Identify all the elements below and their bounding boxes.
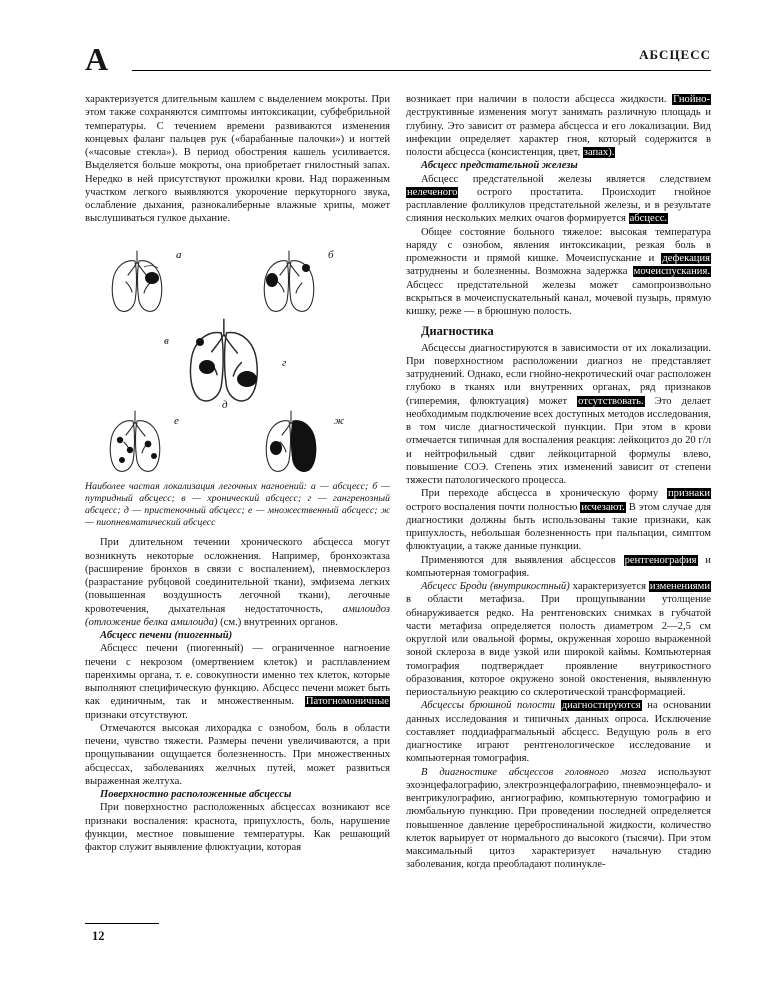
text-run: Абсцесс предстательной железы является следствием xyxy=(421,173,711,185)
page-number: 12 xyxy=(92,929,105,943)
highlighted-text: нелеченого xyxy=(407,186,458,198)
text-run: Абсцесс предстательной железы xyxy=(421,160,578,172)
heading xyxy=(85,629,390,642)
text-run: на основании данных исследования и типичных данных опроса. Исключение составляет поддиафрагмальный абсцесс. Ведущую роль в его диагностике играют рентгенологическое исследование и компьютерная томография. xyxy=(406,700,711,765)
text-run: используют эхоэнцефалографию, электроэнцефалографию, пневмоэнцефало- и вентрикулографию, ангиографию, компьютерную томографию и люмбальную пункцию. При проведении последней определяется повышенное давление цереброспинальной жидкости, количество клеток варьирует от нормального до высокого (тысячи). При этом максимальный цитоз характеризует начальную стадию заболевания, когда преобладают полинукле- xyxy=(406,766,711,871)
heading xyxy=(406,159,711,172)
lung-diagrams-illustration xyxy=(90,234,386,476)
paragraph xyxy=(406,93,711,159)
figure-label-b: б xyxy=(327,248,334,261)
figure-label-e: е xyxy=(173,414,179,427)
paragraph xyxy=(85,536,390,629)
figure-label-zh: ж xyxy=(333,414,344,427)
paragraph xyxy=(85,722,390,788)
text-columns xyxy=(85,93,711,872)
left-column xyxy=(85,93,390,872)
text-run: Это делает необходимым подключение всех доступных методов исследования, в том числе диагностической пункции. При этом в крови отмечается типичная для воспаления реакция: лейкоцитоз до 20 г/л и нейтрофильный сдвиг лейкоцитарной формулы влево, повышение СОЭ. Степень этих изменений зависит от степени тяжести патологического процесса. xyxy=(406,395,711,486)
text-run: При длительном течении хронического абсцесса могут возникнуть некоторые осложнения. Например, бронхоэктаза (расширение бронхов в связи с воспалением), пневмосклероз (разрастание рубцовой соединительной ткани), эмфизема легких (повышенная воздушность легочной ткани), легочные кровотечения, дыхательная недостаточность, xyxy=(85,537,390,615)
text-run: амилоидоз (отложение белка амилоида) xyxy=(85,603,390,628)
text-run: Диагностика xyxy=(421,324,494,339)
text-run: характеризуется длительным кашлем с выделением мокроты. При этом также сохраняются симптомы интоксикации, субфебрильной температуры. С течением времени развиваются изменения концевых фаланг пальцев рук («барабанные палочки») и ногтей («часовые стекла»). В период обострения кашель усиливается. Выделяется больше мокроты, она приобретает гнилостный запах. Нередко в ней присутствуют прожилки крови. Над пораженным участком легкого выявляются укорочение перкуторного звука, ослабление дыхания, разнокалиберные влажные хрипы, может выслушиваться гулкое дыхание. xyxy=(85,94,390,225)
text-run xyxy=(555,700,561,711)
figure-label-v: в xyxy=(163,334,169,347)
lung-diagram-figure xyxy=(85,234,390,530)
paragraph xyxy=(406,580,711,699)
paragraph xyxy=(406,487,711,553)
header-rule xyxy=(132,47,711,71)
text-run: (см.) внутренних органов. xyxy=(217,616,338,628)
text-run: В диагностике абсцессов головного мозга xyxy=(421,766,647,778)
highlighted-text: рентгенография xyxy=(624,554,697,566)
highlighted-text: изменениями xyxy=(649,581,710,592)
paragraph xyxy=(406,173,711,226)
text-run: в области метафиза. При прощупывании утолщение обнаруживается редко. На рентгеновских снимках в губчатой части метафиза определяется полость диаметром 2—2,5 см округлой или овальной формы, окруженная хорошо выраженной зоной склероза в виде узкой или широкой каймы. Компьютерная томография подтверждает проявление внутрикостного образования, которое окружено зоной окостенения, выявленную периостальную реакцию со склеротической трансформацией. xyxy=(406,594,711,698)
text-run: При переходе абсцесса в хроническую форму xyxy=(421,488,667,500)
text-run: Общее состояние больного тяжелое: высокая температура наряду с ознобом, явления интоксикации, резкая боль в промежности и прямой кишке. Мочеиспускание и xyxy=(406,226,711,264)
text-run: В этом случае для диагностики должны быть использованы такие признаки, как припухлость, небольшая болезненность при пальпации, симптом флюктуации, а также данные пункции. xyxy=(406,501,711,553)
page-footer xyxy=(85,923,159,944)
text-run: Абсцесс Броди (внутрикостный) xyxy=(421,581,570,592)
text-run: и компьютерная томография. xyxy=(406,554,711,579)
highlighted-text: отсутствовать. xyxy=(578,395,644,407)
highlighted-text: дефекация xyxy=(662,253,710,264)
highlighted-text: абсцесс. xyxy=(629,213,668,225)
highlighted-text: признаки xyxy=(667,488,710,500)
figure-label-g: г xyxy=(281,356,286,369)
paragraph xyxy=(85,801,390,854)
text-run: деструктивные изменения могут занимать различную площадь и глубину. Это зависит от размера абсцесса и его локализации. Вид инфекции определяет характер гноя, который содержится в полости абсцесса (консистенция, цвет, xyxy=(406,107,711,158)
text-run: При поверхностно расположенных абсцессах возникают все признаки воспаления: краснота, припухлость, боль, нарушение функции, местное повышение температуры. Как решающий фактор служит выявление флюктуации, которая xyxy=(85,802,390,854)
paragraph xyxy=(406,699,711,765)
text-run: Применяются для выявления абсцессов xyxy=(421,554,624,566)
text-run: Абсцесс печени (пиогенный) — ограниченное нагноение печени с некрозом (омертвением клеток) и расплавлением паренхимы органа, т. е. совокупности именно тех клеток, которые выполняют специфическую функцию. Абсцесс печени может быть как единичным, так и множественным. xyxy=(85,643,390,708)
text-run: Абсцессы брюшной полости xyxy=(421,700,556,712)
text-run: Абсцесс предстательной железы может самопроизвольно вскрыться в мочеиспускательный канал, мочевой пузырь, прямую кишку, реже — в брюшную полость. xyxy=(406,279,711,317)
heading xyxy=(406,325,711,338)
text-run: возникает при наличии в полости абсцесса жидкости. xyxy=(406,94,673,105)
highlighted-text: диагностируются xyxy=(561,700,641,712)
text-run: Поверхностно расположенные абсцессы xyxy=(100,789,292,801)
figure-label-d: д xyxy=(221,398,228,411)
paragraph xyxy=(406,342,711,488)
highlighted-text: Патогномоничные xyxy=(305,696,389,708)
text-run: Абсцесс печени (пиогенный) xyxy=(100,630,233,642)
text-run: характеризуется xyxy=(569,581,649,592)
text-run: острого простатита. Происходит гнойное расплавление фолликулов предстательной железы, и в результате слияния нескольких мелких очагов формируется xyxy=(406,186,711,225)
paragraph xyxy=(85,642,390,722)
footer-rule xyxy=(85,923,159,924)
section-letter: А xyxy=(85,41,109,77)
highlighted-text: мочеиспускания. xyxy=(633,266,710,278)
paragraph xyxy=(85,93,390,226)
paragraph xyxy=(406,766,711,872)
page-header xyxy=(85,41,711,77)
text-run: признаки отсутствуют. xyxy=(85,709,188,721)
text-run: Абсцессы диагностируются в зависимости от их локализации. При поверхностном расположении диагноз не представляет затруднений. Однако, если гнойно-некротический очаг расположен глубоко в тканях или внутренних органах, ряд признаков (гиперемия, флюктуация) может xyxy=(406,342,711,407)
figure-label-a: а xyxy=(175,248,181,261)
text-run: затруднены и болезненны. Возможна задержка xyxy=(406,266,633,278)
paragraph xyxy=(406,554,711,581)
highlighted-text: Гнойно- xyxy=(673,94,710,105)
figure-caption: Наиболее частая локализация легочных нагноений: а — абсцесс; б — путридный абсцесс; в — хронический абсцесс; г — гангренозный абсцесс; д — пристеночный абсцесс; е — множественный абсцесс; ж — пиопневматический абсцесс xyxy=(85,480,390,529)
right-column xyxy=(406,93,711,872)
highlighted-text: запах). xyxy=(583,147,615,158)
heading xyxy=(85,788,390,801)
text-run: Отмечаются высокая лихорадка с ознобом, боль в области печени, чувство тяжести. Размеры печени увеличиваются, а при прощупывании ощущается болезненность. При множественных абсцессах, заболеваниях желчных путей, может развиться выраженная желтуха. xyxy=(85,722,390,787)
paragraph xyxy=(406,226,711,319)
header-title: АБСЦЕСС xyxy=(639,46,711,62)
text-run: острого воспаления почти полностью xyxy=(406,501,581,513)
highlighted-text: исчезают. xyxy=(581,501,625,513)
